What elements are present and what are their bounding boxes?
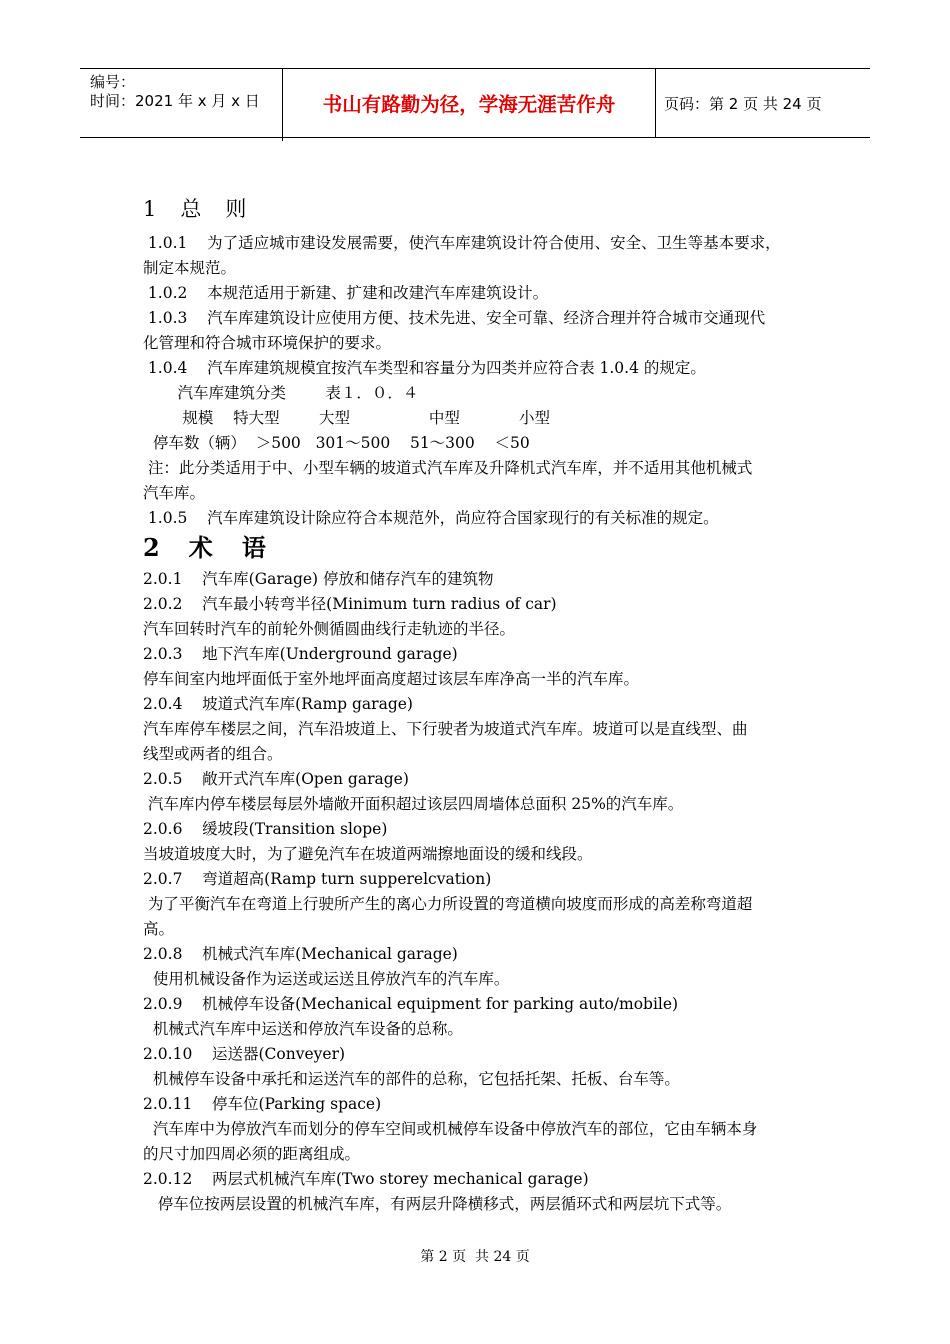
- text-line: 2.0.1 汽车库(Garage) 停放和储存汽车的建筑物: [143, 570, 494, 588]
- text-line: 使用机械设备作为运送或运送且停放汽车的汽车库。: [143, 970, 510, 988]
- text-line: 汽车库停车楼层之间，汽车沿坡道上、下行驶者为坡道式汽车库。坡道可以是直线型、曲: [143, 720, 748, 738]
- text-line: 2.0.8 机械式汽车库(Mechanical garage): [143, 945, 458, 963]
- text-line: 线型或两者的组合。: [143, 745, 283, 763]
- motto-text: 书山有路勤为径，学海无涯苦作舟: [322, 93, 616, 116]
- document-number-label: 编号：: [90, 73, 136, 91]
- text-line: 汽车库中为停放汽车而划分的停车空间或机械停车设备中停放汽车的部位，它由车辆本身: [143, 1120, 758, 1138]
- section-1-title: 1 总 则: [143, 197, 248, 221]
- text-line: 2.0.11 停车位(Parking space): [143, 1095, 382, 1113]
- section-1-body: [143, 231, 823, 531]
- text-line: 2.0.6 缓坡段(Transition slope): [143, 820, 388, 838]
- text-line: 1.0.1 为了适应城市建设发展需要，使汽车库建筑设计符合使用、安全、卫生等基本要求，: [143, 234, 781, 252]
- table-caption: 汽车库建筑分类 表１．０．４: [143, 384, 419, 402]
- text-line: 注：此分类适用于中、小型车辆的坡道式汽车库及升降机式汽车库，并不适用其他机械式: [143, 459, 753, 477]
- text-line: 1.0.4 汽车库建筑规模宜按汽车类型和容量分为四类并应符合表 1.0.4 的规定。: [143, 359, 706, 377]
- table-header-row: 规模 特大型 大型 中型 小型: [143, 409, 550, 427]
- text-line: 2.0.5 敞开式汽车库(Open garage): [143, 770, 409, 788]
- text-line: 为了平衡汽车在弯道上行驶所产生的离心力所设置的弯道横向坡度而形成的高差称弯道超: [143, 895, 753, 913]
- page-header: [80, 68, 870, 138]
- text-line: 当坡道坡度大时，为了避免汽车在坡道两端擦地面设的缓和线段。: [143, 845, 593, 863]
- table-data-row: 停车数（辆） ＞500 301～500 51～300 ＜50: [143, 434, 530, 452]
- text-line: 2.0.7 弯道超高(Ramp turn supperelcvation): [143, 870, 492, 888]
- section-2-title: 2 术 语: [143, 533, 267, 562]
- header-page-info: [656, 69, 870, 137]
- header-motto-cell: [283, 69, 656, 137]
- text-line: 停车位按两层设置的机械汽车库，有两层升降横移式，两层循环式和两层坑下式等。: [143, 1195, 732, 1213]
- text-line: 高。: [143, 920, 175, 938]
- text-line: 2.0.3 地下汽车库(Underground garage): [143, 645, 458, 663]
- text-line: 1.0.2 本规范适用于新建、扩建和改建汽车库建筑设计。: [143, 284, 549, 302]
- section-2-body: [143, 567, 823, 1217]
- text-line: 机械停车设备中承托和运送汽车的部件的总称，它包括托架、托板、台车等。: [143, 1070, 680, 1088]
- text-line: 的尺寸加四周必须的距离组成。: [143, 1145, 361, 1163]
- text-line: 机械式汽车库中运送和停放汽车设备的总称。: [143, 1020, 463, 1038]
- text-line: 2.0.9 机械停车设备(Mechanical equipment for parking auto/mobile): [143, 995, 679, 1013]
- text-line: 1.0.5 汽车库建筑设计除应符合本规范外，尚应符合国家现行的有关标准的规定。: [143, 509, 719, 527]
- text-line: 1.0.3 汽车库建筑设计应使用方便、技术先进、安全可靠、经济合理并符合城市交通现代: [143, 309, 766, 327]
- page-footer: 第 2 页 共 24 页: [420, 1249, 530, 1265]
- document-body: [143, 193, 823, 1217]
- text-line: 2.0.4 坡道式汽车库(Ramp garage): [143, 695, 413, 713]
- page-info-text: 页码：第 2 页 共 24 页: [664, 94, 822, 113]
- text-line: 2.0.10 运送器(Conveyer): [143, 1045, 346, 1063]
- text-line: 汽车库内停车楼层每层外墙敞开面积超过该层四周墙体总面积 25%的汽车库。: [143, 795, 684, 813]
- text-line: 汽车回转时汽车的前轮外侧循圆曲线行走轨迹的半径。: [143, 620, 516, 638]
- text-line: 2.0.12 两层式机械汽车库(Two storey mechanical garage): [143, 1170, 589, 1188]
- text-line: 化管理和符合城市环境保护的要求。: [143, 334, 392, 352]
- text-line: 2.0.2 汽车最小转弯半径(Minimum turn radius of car): [143, 595, 557, 613]
- header-meta: [80, 69, 283, 141]
- text-line: 停车间室内地坪面低于室外地坪面高度超过该层车库净高一半的汽车库。: [143, 670, 640, 688]
- text-line: 制定本规范。: [143, 259, 237, 277]
- text-line: 汽车库。: [143, 484, 206, 502]
- document-date: 时间：2021 年 x 月 x 日: [90, 92, 260, 110]
